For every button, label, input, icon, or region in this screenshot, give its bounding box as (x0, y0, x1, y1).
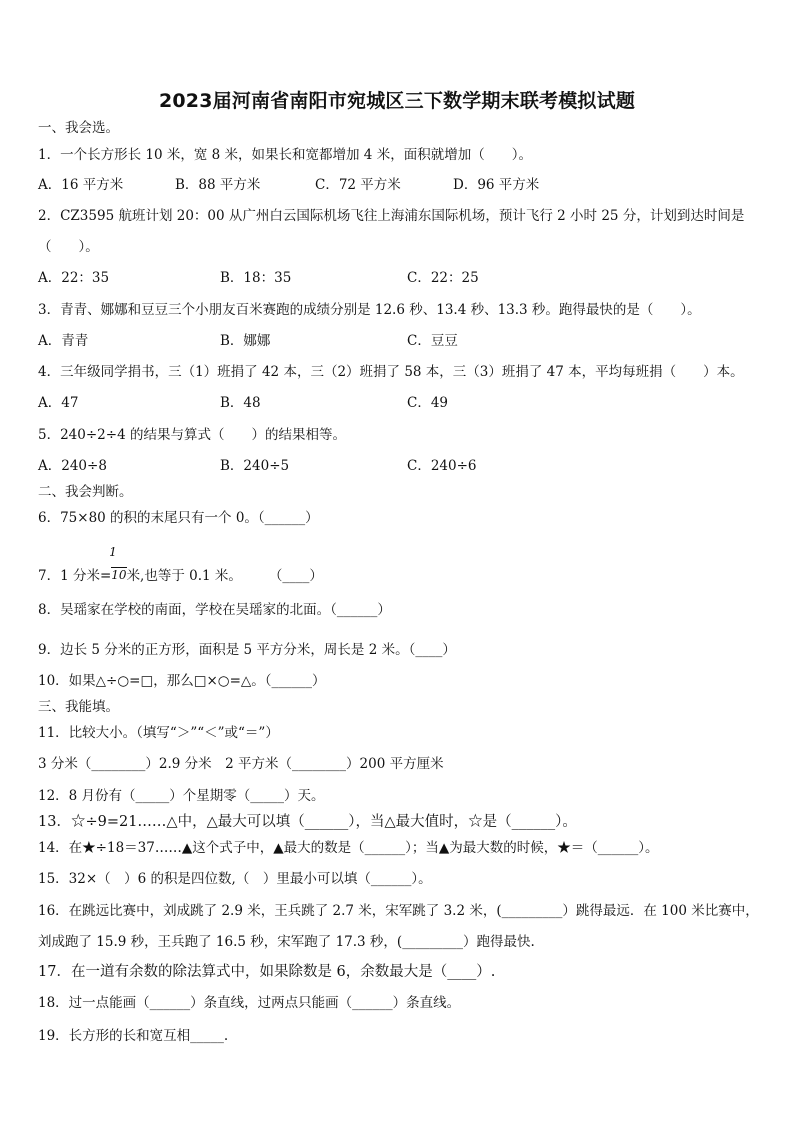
question-4-stem: 4．三年级同学捐书，三（1）班捐了 42 本，三（2）班捐了 58 本，三（3）班捐了 47 本，平均每班捐（ ）本。 (38, 364, 744, 380)
question-7-before: 7．1 分米= (38, 568, 112, 584)
question-14: 14．在★÷18＝37……▲这个式子中，▲最大的数是（______）；当▲为最大数的时候，★＝（______）。 (38, 840, 659, 856)
question-10: 10．如果△÷○=□，那么□×○=△。（______） (38, 673, 326, 689)
question-5-option-b: B．240÷5 (220, 458, 290, 474)
question-13: 13．☆÷9=21……△中，△最大可以填（______），当△最大值时，☆是（______）。 (38, 814, 577, 830)
question-2-option-b: B．18：35 (220, 270, 292, 286)
question-5-options (38, 456, 764, 476)
question-4-options (38, 393, 764, 413)
fraction-numerator: 1 (109, 545, 117, 559)
question-3-stem: 3．青青、娜娜和豆豆三个小朋友百米赛跑的成绩分别是 12.6 秒、13.4 秒、13.3 秒。跑得最快的是（ ）。 (38, 302, 701, 318)
question-1-option-b: B．88 平方米 (175, 177, 261, 193)
question-1-stem: 1．一个长方形长 10 米，宽 8 米，如果长和宽都增加 4 米，面积就增加（ ）。 (38, 147, 532, 163)
question-15: 15．32×（ ）6 的积是四位数,（ ）里最小可以填（______）。 (38, 871, 432, 887)
section-3-heading: 三、我能填。 (38, 699, 119, 715)
question-16-line-2: 刘成跑了 15.9 秒，王兵跑了 16.5 秒，宋军跑了 17.3 秒，(_________）跑得最快. (38, 934, 535, 950)
question-5-option-c: C．240÷6 (407, 458, 477, 474)
question-5-stem: 5．240÷2÷4 的结果与算式（ ）的结果相等。 (38, 427, 346, 443)
fraction-denominator: 10 (111, 568, 127, 582)
question-3-option-a: A．青青 (38, 333, 89, 349)
question-3-options (38, 331, 764, 351)
question-2-stem: 2．CZ3595 航班计划 20：00 从广州白云国际机场飞往上海浦东国际机场，预计飞行 2 小时 25 分，计划到达时间是 (38, 208, 745, 224)
question-7-fraction (104, 545, 122, 559)
section-1-heading: 一、我会选。 (38, 120, 119, 136)
question-1-options (38, 175, 764, 195)
question-1-option-a: A．16 平方米 (38, 177, 124, 193)
question-18: 18．过一点能画（______）条直线，过两点只能画（______）条直线。 (38, 995, 461, 1011)
question-11-comparisons: 3 分米（________）2.9 分米 2 平方米（________）200 平方厘米 (38, 756, 444, 772)
question-12: 12．8 月份有（_____）个星期零（_____）天。 (38, 788, 325, 804)
question-4-option-b: B．48 (220, 395, 261, 411)
question-4-option-a: A．47 (38, 395, 79, 411)
question-7 (38, 566, 764, 586)
question-1-option-d: D．96 平方米 (453, 177, 540, 193)
question-17: 17．在一道有余数的除法算式中，如果除数是 6，余数最大是（____）. (38, 964, 496, 980)
question-16-line-1: 16．在跳远比赛中，刘成跳了 2.9 米，王兵跳了 2.7 米，宋军跳了 3.2 米，(_________）跳得最远．在 100 米比赛中， (38, 903, 759, 919)
question-5-option-a: A．240÷8 (38, 458, 107, 474)
question-4-option-c: C．49 (407, 395, 449, 411)
question-11-stem: 11．比较大小。（填写“＞”“＜”或“＝”） (38, 725, 279, 741)
section-2-heading: 二、我会判断。 (38, 484, 133, 500)
question-3-option-b: B．娜娜 (220, 333, 271, 349)
page-title: 2023届河南省南阳市宛城区三下数学期末联考模拟试题 (158, 90, 636, 112)
question-3-option-c: C．豆豆 (407, 333, 458, 349)
question-19: 19．长方形的长和宽互相_____. (38, 1028, 229, 1044)
question-2-options (38, 268, 764, 288)
question-8: 8．吴瑶家在学校的南面，学校在吴瑶家的北面。（______） (38, 602, 391, 618)
question-6: 6．75×80 的积的末尾只有一个 0。（______） (38, 510, 319, 526)
question-2-option-c: C．22：25 (407, 270, 479, 286)
question-2-option-a: A．22：35 (38, 270, 110, 286)
question-7-after: 米,也等于 0.1 米。 （____） (126, 568, 323, 584)
question-2-stem-continued: （ ）。 (38, 239, 99, 255)
question-1-option-c: C．72 平方米 (315, 177, 401, 193)
question-9: 9．边长 5 分米的正方形，面积是 5 平方分米，周长是 2 米。（____） (38, 642, 456, 658)
